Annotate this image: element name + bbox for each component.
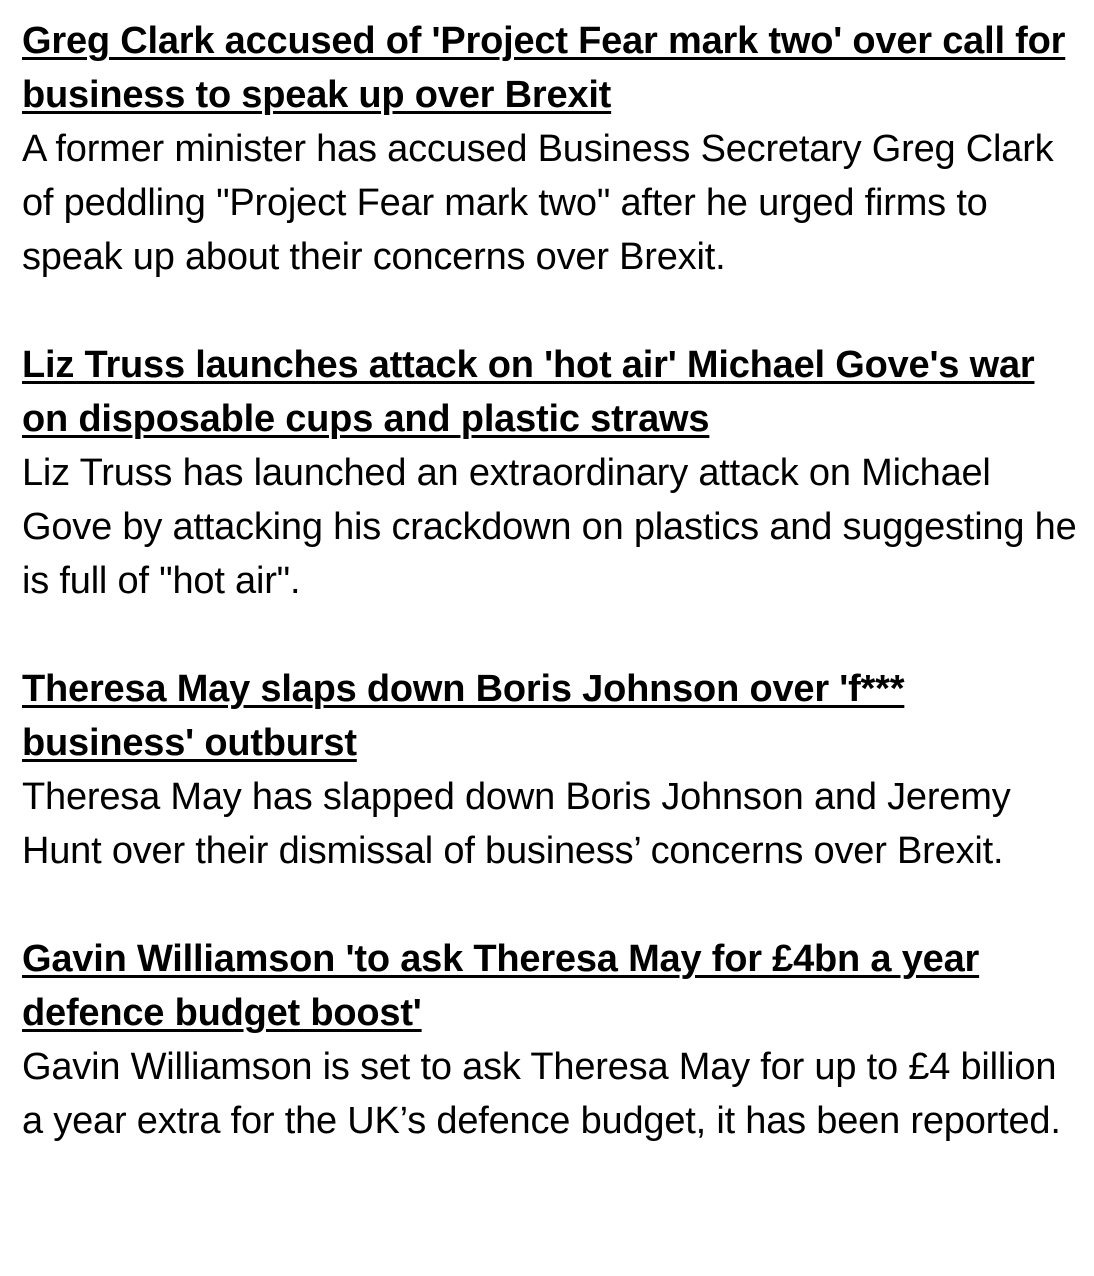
news-item [22, 338, 1080, 608]
headline-link[interactable]: Theresa May slaps down Boris Johnson over 'f*** business' outburst [22, 668, 905, 764]
article-summary: Liz Truss has launched an extraordinary attack on Michael Gove by attacking his crackdown on plastics and suggesting he is full of "hot air". [22, 452, 1077, 602]
news-item [22, 662, 1080, 878]
article-summary: Gavin Williamson is set to ask Theresa May for up to £4 billion a year extra for the UK’s defence budget, it has been reported. [22, 1046, 1061, 1142]
article-summary: A former minister has accused Business Secretary Greg Clark of peddling "Project Fear mark two" after he urged firms to speak up about their concerns over Brexit. [22, 128, 1054, 278]
news-item [22, 932, 1080, 1148]
headline-link[interactable]: Greg Clark accused of 'Project Fear mark two' over call for business to speak up over Brexit [22, 20, 1066, 116]
headline-link[interactable]: Gavin Williamson 'to ask Theresa May for £4bn a year defence budget boost' [22, 938, 980, 1034]
headline-link[interactable]: Liz Truss launches attack on 'hot air' Michael Gove's war on disposable cups and plastic straws [22, 344, 1035, 440]
article-summary: Theresa May has slapped down Boris Johnson and Jeremy Hunt over their dismissal of business’ concerns over Brexit. [22, 776, 1011, 872]
news-item [22, 14, 1080, 284]
